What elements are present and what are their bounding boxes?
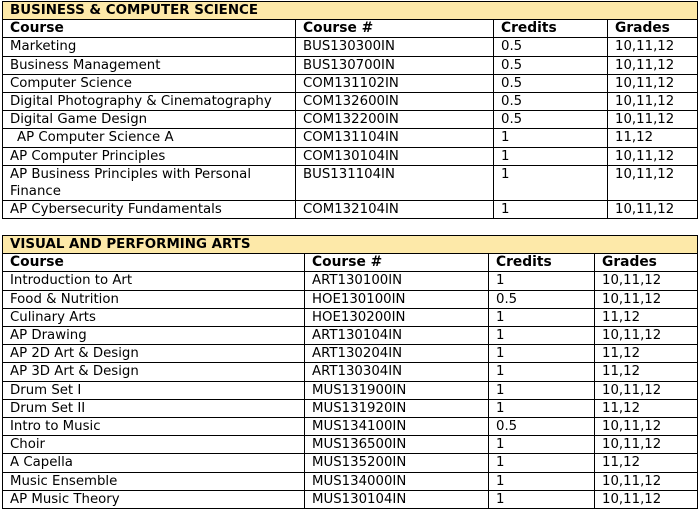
course-credits: 1 — [489, 363, 595, 381]
course-name: Culinary Arts — [3, 308, 305, 326]
course-number: HOE130200IN — [305, 308, 489, 326]
course-grades: 10,11,12 — [608, 201, 698, 219]
course-number: ART130304IN — [305, 363, 489, 381]
course-number: COM132600IN — [296, 93, 494, 111]
course-name: Digital Game Design — [3, 111, 296, 129]
course-name: AP Cybersecurity Fundamentals — [3, 201, 296, 219]
table-row — [3, 308, 698, 326]
course-number: HOE130100IN — [305, 290, 489, 308]
table-row — [3, 201, 698, 219]
course-name: AP 2D Art & Design — [3, 345, 305, 363]
section-title-row — [3, 2, 698, 20]
course-grades: 10,11,12 — [595, 472, 698, 490]
course-number: MUS131920IN — [305, 399, 489, 417]
course-credits: 1 — [489, 454, 595, 472]
table-row — [3, 56, 698, 74]
course-grades: 11,12 — [608, 129, 698, 147]
table-row — [3, 472, 698, 490]
table-row — [3, 147, 698, 165]
table-row — [3, 165, 698, 200]
course-credits: 1 — [489, 472, 595, 490]
course-grades: 10,11,12 — [595, 418, 698, 436]
table-row — [3, 38, 698, 56]
visual-performing-arts-table — [2, 235, 698, 509]
course-credits: 1 — [494, 129, 608, 147]
section-title: VISUAL AND PERFORMING ARTS — [3, 236, 698, 254]
course-name: Business Management — [3, 56, 296, 74]
course-number: BUS130700IN — [296, 56, 494, 74]
course-name: Digital Photography & Cinematography — [3, 93, 296, 111]
course-name: AP Computer Science A — [3, 129, 296, 147]
course-grades: 10,11,12 — [608, 38, 698, 56]
course-name: AP Business Principles with Personal Finance — [3, 165, 296, 200]
course-grades: 10,11,12 — [608, 74, 698, 92]
table-row — [3, 327, 698, 345]
table-row — [3, 345, 698, 363]
table-row — [3, 436, 698, 454]
header-row — [3, 254, 698, 272]
course-number: BUS131104IN — [296, 165, 494, 200]
course-number: MUS134000IN — [305, 472, 489, 490]
business-computer-science-table — [2, 1, 698, 219]
col-header-grades: Grades — [608, 20, 698, 38]
course-grades: 11,12 — [595, 308, 698, 326]
course-credits: 0.5 — [494, 56, 608, 74]
course-number: COM130104IN — [296, 147, 494, 165]
course-number: ART130100IN — [305, 272, 489, 290]
course-name: AP 3D Art & Design — [3, 363, 305, 381]
course-grades: 10,11,12 — [595, 290, 698, 308]
course-credits: 1 — [494, 147, 608, 165]
col-header-course-number: Course # — [296, 20, 494, 38]
table-row — [3, 272, 698, 290]
course-credits: 1 — [489, 308, 595, 326]
course-credits: 1 — [489, 436, 595, 454]
course-credits: 1 — [489, 381, 595, 399]
course-credits: 0.5 — [494, 74, 608, 92]
course-credits: 0.5 — [494, 38, 608, 56]
course-credits: 0.5 — [494, 111, 608, 129]
course-name: Introduction to Art — [3, 272, 305, 290]
col-header-credits: Credits — [489, 254, 595, 272]
table-row — [3, 111, 698, 129]
col-header-course: Course — [3, 254, 305, 272]
table-row — [3, 93, 698, 111]
course-credits: 1 — [494, 201, 608, 219]
course-name: Drum Set II — [3, 399, 305, 417]
course-credits: 1 — [489, 490, 595, 508]
course-number: COM132104IN — [296, 201, 494, 219]
course-number: BUS130300IN — [296, 38, 494, 56]
table-row — [3, 418, 698, 436]
col-header-credits: Credits — [494, 20, 608, 38]
table-row — [3, 74, 698, 92]
table-row — [3, 490, 698, 508]
course-grades: 11,12 — [595, 363, 698, 381]
course-grades: 10,11,12 — [595, 436, 698, 454]
course-name: Marketing — [3, 38, 296, 56]
course-number: COM131102IN — [296, 74, 494, 92]
course-name: AP Computer Principles — [3, 147, 296, 165]
course-grades: 10,11,12 — [595, 490, 698, 508]
course-grades: 10,11,12 — [608, 147, 698, 165]
course-grades: 10,11,12 — [608, 165, 698, 200]
table-row — [3, 381, 698, 399]
course-name: AP Music Theory — [3, 490, 305, 508]
course-name: Drum Set I — [3, 381, 305, 399]
course-number: MUS134100IN — [305, 418, 489, 436]
course-credits: 1 — [494, 165, 608, 200]
course-grades: 10,11,12 — [595, 272, 698, 290]
course-credits: 1 — [489, 272, 595, 290]
col-header-grades: Grades — [595, 254, 698, 272]
course-number: MUS131900IN — [305, 381, 489, 399]
course-number: ART130204IN — [305, 345, 489, 363]
table-row — [3, 290, 698, 308]
course-credits: 1 — [489, 399, 595, 417]
course-number: MUS136500IN — [305, 436, 489, 454]
course-name: A Capella — [3, 454, 305, 472]
course-name: Music Ensemble — [3, 472, 305, 490]
table-row — [3, 363, 698, 381]
course-grades: 10,11,12 — [608, 56, 698, 74]
course-number: COM132200IN — [296, 111, 494, 129]
course-grades: 11,12 — [595, 399, 698, 417]
course-grades: 11,12 — [595, 345, 698, 363]
course-name: Food & Nutrition — [3, 290, 305, 308]
course-grades: 10,11,12 — [608, 93, 698, 111]
course-number: ART130104IN — [305, 327, 489, 345]
table-row — [3, 129, 698, 147]
section-title-row — [3, 236, 698, 254]
table-row — [3, 454, 698, 472]
course-name: Intro to Music — [3, 418, 305, 436]
course-credits: 0.5 — [494, 93, 608, 111]
col-header-course: Course — [3, 20, 296, 38]
course-number: COM131104IN — [296, 129, 494, 147]
course-credits: 0.5 — [489, 418, 595, 436]
course-grades: 11,12 — [595, 454, 698, 472]
col-header-course-number: Course # — [305, 254, 489, 272]
course-name: Choir — [3, 436, 305, 454]
course-grades: 10,11,12 — [595, 381, 698, 399]
course-credits: 1 — [489, 327, 595, 345]
header-row — [3, 20, 698, 38]
table-row — [3, 399, 698, 417]
course-number: MUS130104IN — [305, 490, 489, 508]
course-credits: 1 — [489, 345, 595, 363]
course-name: Computer Science — [3, 74, 296, 92]
course-grades: 10,11,12 — [595, 327, 698, 345]
course-grades: 10,11,12 — [608, 111, 698, 129]
section-title: BUSINESS & COMPUTER SCIENCE — [3, 2, 698, 20]
course-number: MUS135200IN — [305, 454, 489, 472]
course-credits: 0.5 — [489, 290, 595, 308]
course-name: AP Drawing — [3, 327, 305, 345]
